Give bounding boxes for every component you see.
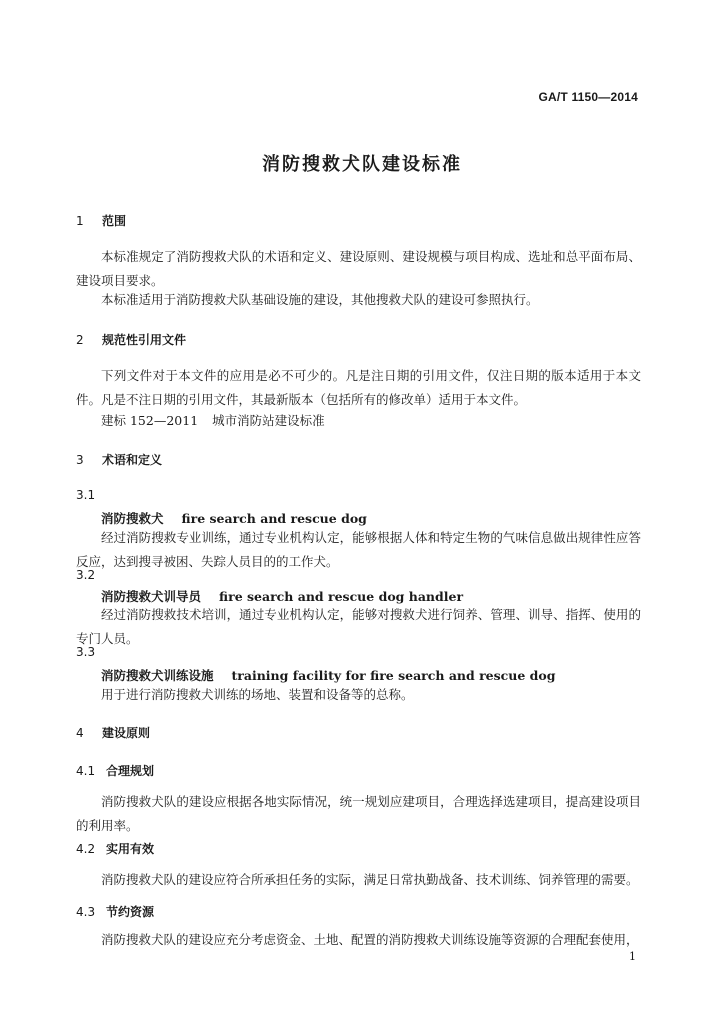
section-number: 3	[76, 453, 84, 467]
term-number-3-2: 3.2	[76, 568, 96, 582]
section-1-heading	[76, 212, 126, 229]
section-number: 4	[76, 726, 84, 740]
term-number-3-3: 3.3	[76, 645, 96, 659]
term-3-3-definition: 用于进行消防搜救犬训练的场地、装置和设备等的总称。	[101, 687, 414, 702]
section-title: 术语和定义	[102, 453, 163, 467]
term-3-1	[101, 509, 367, 527]
section-1-para-1: 本标准规定了消防搜救犬队的术语和定义、建设原则、建设规模与项目构成、选址和总平面布局、建设项目要求。	[76, 249, 641, 288]
term-cn: 消防搜救犬训导员	[101, 589, 202, 604]
section-number: 1	[76, 214, 84, 228]
section-2-para-1: 下列文件对于本文件的应用是必不可少的。凡是注日期的引用文件，仅注日期的版本适用于本文件。凡是不注日期的引用文件，其最新版本（包括所有的修改单）适用于本文件。	[76, 368, 641, 407]
subsection-title: 节约资源	[106, 905, 155, 919]
term-en: fire search and rescue dog handler	[219, 589, 464, 604]
term-cn: 消防搜救犬	[101, 511, 164, 526]
document-title: 消防搜救犬队建设标准	[262, 154, 462, 175]
term-3-1-definition: 经过消防搜救专业训练，通过专业机构认定，能够根据人体和特定生物的气味信息做出规律性应答反应，达到搜寻被困、失踪人员目的的工作犬。	[76, 530, 641, 569]
subsection-title: 合理规划	[106, 764, 155, 778]
term-number-3-1: 3.1	[76, 488, 96, 502]
section-3-heading	[76, 451, 162, 468]
subsection-4-2-heading	[76, 840, 154, 857]
subsection-4-3-text: 消防搜救犬队的建设应充分考虑资金、土地、配置的消防搜救犬训练设施等资源的合理配套使用，	[101, 932, 639, 947]
term-3-3	[101, 666, 556, 684]
reference-title: 城市消防站建设标准	[212, 413, 325, 428]
normative-reference	[101, 411, 325, 429]
term-cn: 消防搜救犬训练设施	[101, 668, 214, 683]
standard-code: GA/T 1150—2014	[538, 90, 638, 104]
subsection-4-3-heading	[76, 903, 154, 920]
subsection-number: 4.1	[76, 764, 96, 778]
section-title: 范围	[102, 214, 127, 228]
term-en: training facility for fire search and rescue dog	[231, 668, 556, 683]
section-title: 规范性引用文件	[102, 333, 187, 347]
subsection-4-2-text: 消防搜救犬队的建设应符合所承担任务的实际，满足日常执勤战备、技术训练、饲养管理的需要。	[101, 872, 639, 887]
reference-code: 建标 152—2011	[101, 413, 199, 428]
subsection-number: 4.2	[76, 842, 96, 856]
term-en: fire search and rescue dog	[181, 511, 367, 526]
section-number: 2	[76, 333, 84, 347]
subsection-number: 4.3	[76, 905, 96, 919]
subsection-title: 实用有效	[106, 842, 155, 856]
subsection-4-1-heading	[76, 762, 154, 779]
section-4-heading	[76, 724, 150, 741]
section-1-para-2: 本标准适用于消防搜救犬队基础设施的建设，其他搜救犬队的建设可参照执行。	[101, 292, 539, 307]
page-number: 1	[629, 950, 636, 963]
section-title: 建设原则	[102, 726, 151, 740]
subsection-4-1-text: 消防搜救犬队的建设应根据各地实际情况，统一规划应建项目，合理选择选建项目，提高建设项目的利用率。	[76, 794, 641, 833]
term-3-2-definition: 经过消防搜救技术培训，通过专业机构认定，能够对搜救犬进行饲养、管理、训导、指挥、使用的专门人员。	[76, 607, 641, 646]
section-2-heading	[76, 331, 186, 348]
